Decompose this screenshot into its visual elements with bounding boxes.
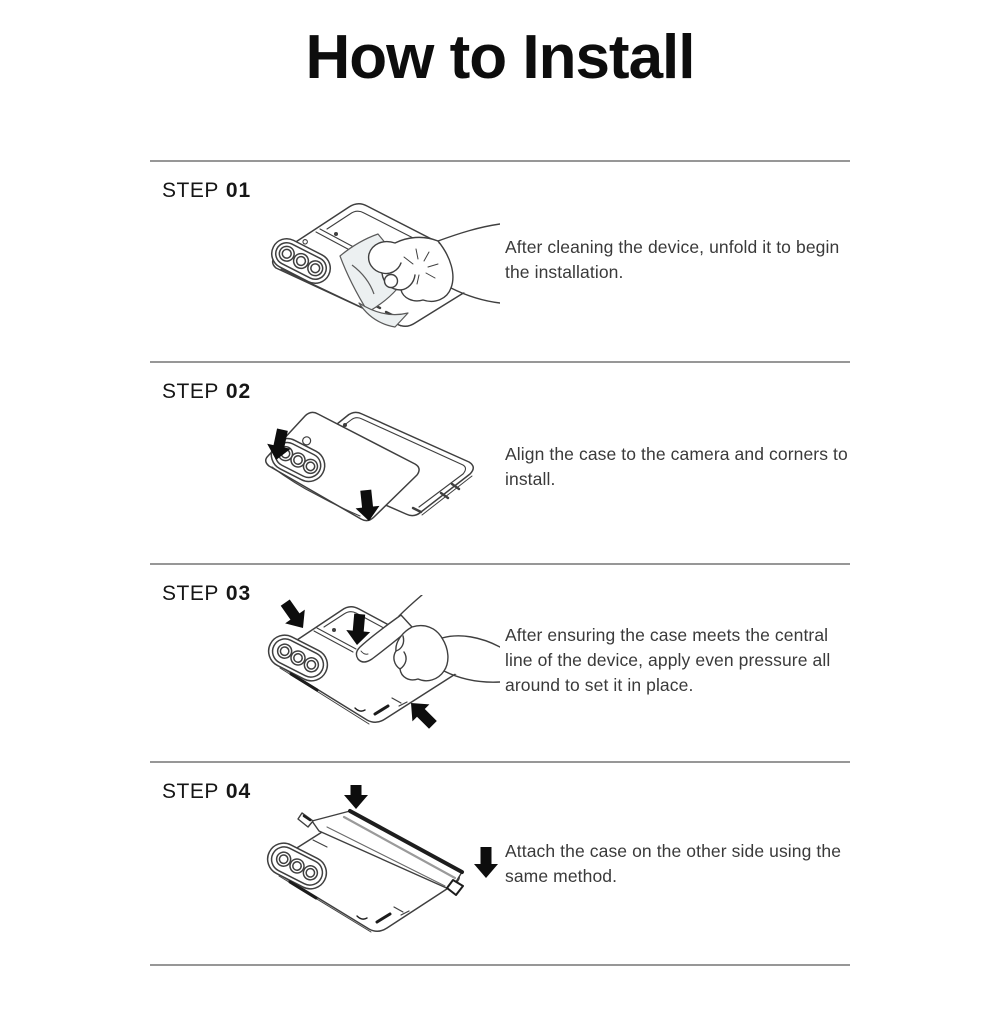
step-section-1 — [150, 160, 850, 361]
step-number: 02 — [225, 380, 252, 404]
step-word: STEP — [162, 380, 219, 404]
clean-device-illustration — [255, 195, 500, 335]
attach-other-side-illustration — [255, 785, 500, 935]
step-description: Align the case to the camera and corners to install. — [505, 444, 848, 490]
step-illustration — [255, 595, 500, 730]
down-arrow-icon — [474, 847, 498, 878]
down-arrow-icon — [275, 596, 312, 635]
press-case-illustration — [255, 595, 500, 730]
step-illustration — [255, 195, 500, 335]
step-word: STEP — [162, 179, 219, 203]
step-number: 04 — [225, 780, 252, 804]
down-arrow-icon — [344, 785, 368, 809]
step-label — [162, 582, 251, 606]
bottom-divider — [150, 964, 850, 966]
step-illustration — [255, 785, 500, 935]
step-word: STEP — [162, 582, 219, 606]
step-section-3 — [150, 563, 850, 761]
page-title: How to Install — [305, 23, 695, 92]
step-word: STEP — [162, 780, 219, 804]
align-case-illustration — [255, 400, 500, 530]
step-number: 03 — [225, 582, 252, 606]
step-description: After cleaning the device, unfold it to begin the installation. — [505, 237, 840, 283]
steps-list — [150, 160, 850, 964]
step-description: Attach the case on the other side using the same method. — [505, 841, 842, 887]
step-section-2 — [150, 361, 850, 563]
step-label — [162, 380, 251, 404]
step-number: 01 — [225, 179, 252, 203]
step-illustration — [255, 400, 500, 530]
step-section-4 — [150, 761, 850, 964]
step-label — [162, 780, 251, 804]
step-label — [162, 179, 251, 203]
step-description: After ensuring the case meets the central line of the device, apply even pressure all around to set it in place. — [505, 625, 831, 696]
